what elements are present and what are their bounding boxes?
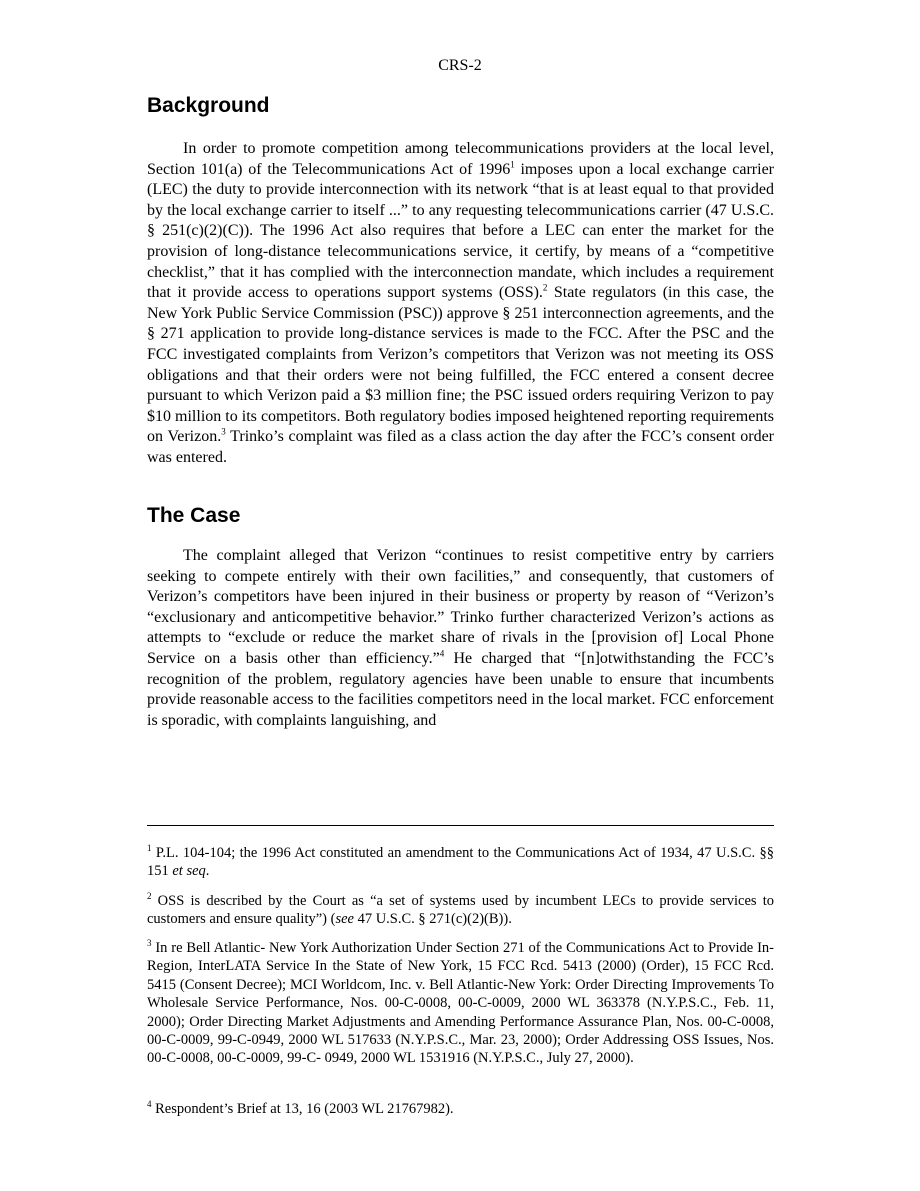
text-run: The complaint alleged that Verizon “continues to resist competitive entry by carriers seeking to compete entirely with their own facilities,” and consequently, that customers of Verizon’s competitors have been injured in their business or property by reason of “Verizon’s “exclusionary and anticompetitive behavior.” Trinko further characterized Verizon’s actions as attempts to “exclude or reduce the market share of rivals in the [provision of] Local Phone Service on a basis other than efficiency.” — [147, 547, 774, 667]
section-heading: The Case — [147, 504, 241, 527]
text-run: imposes upon a local exchange carrier (LEC) the duty to provide interconnection with its network “that is at least equal to that provided by the local exchange carrier to itself ...” to any requesting telecommunications carrier (47 U.S.C. § 251(c)(2)(C)). The 1996 Act also requires that before a LEC can enter the market for the provision of long-distance telecommunications service, it certify, by means of a “competitive checklist,” that it has complied with the interconnection mandate, which includes a requirement that it provide access to operations support systems (OSS). — [147, 160, 775, 302]
footnote-text: P.L. 104-104; the 1996 Act constituted an amendment to the Communications Act of 1934, 47 U.S.C. §§ 151 — [147, 845, 774, 880]
footnote-ref[interactable]: 1 — [510, 159, 515, 170]
footnote-3 — [147, 939, 774, 1068]
body-paragraph — [147, 139, 774, 469]
footnote-text: Respondent’s Brief at 13, 16 (2003 WL 21767982). — [151, 1101, 454, 1117]
footnote-ref[interactable]: 3 — [221, 426, 226, 437]
footnote-italic: et seq — [172, 863, 206, 880]
text-run: State regulators (in this case, the New York Public Service Commission (PSC)) approve § 251 interconnection agreements, and the § 271 application to provide long-distance services is made to the FCC. After the PSC and the FCC investigated complaints from Verizon’s competitors that Verizon was not meeting its OSS obligations and that their orders were not being fulfilled, the FCC entered a consent decree pursuant to which Verizon paid a $3 million fine; the PSC issued orders requiring Verizon to pay $10 million to its competitors. Both regulatory bodies imposed heightened reporting requirements on Verizon. — [147, 284, 775, 446]
section-the-case — [147, 504, 774, 528]
footnote-1 — [147, 844, 774, 881]
body-paragraph — [147, 546, 774, 731]
footnote-italic: see — [335, 911, 354, 928]
footnote-text: OSS is described by the Court as “a set of systems used by incumbent LECs to provide services to customers and ensure quality”) ( — [147, 893, 774, 928]
text-run: Trinko’s complaint was filed as a class action the day after the FCC’s consent order was entered. — [147, 428, 775, 466]
footnote-text: 47 U.S.C. § 271(c)(2)(B)). — [353, 911, 512, 928]
footnote-ref[interactable]: 4 — [439, 648, 445, 659]
text-run: In order to promote competition among telecommunications providers at the local level, Section 101(a) of the Telecommunications Act of 1996 — [147, 140, 774, 178]
footnote-text: In re Bell Atlantic- New York Authorization Under Section 271 of the Communications Act to Provide In-Region, InterLATA Service In the State of New York, 15 FCC Rcd. 5413 (2000) (Order), 15 FCC Rcd. 5415 (Consent Decree); MCI Worldcom, Inc. v. Bell Atlantic-New York: Order Directing Improvements To Wholesale Service Performance, Nos. 00-C-0008, 00-C-0009, 2000 WL 363378 (N.Y.P.S.C., Feb. 11, 2000); Order Directing Market Adjustments and Amending Performance Assurance Plan, Nos. 00-C-0008, 00-C-0009, 99-C-0949, 2000 WL 517633 (N.Y.P.S.C., Mar. 23, 2000); Order Addressing OSS Issues, Nos. 00-C-0008, 00-C-0009, 99-C- 0949, 2000 WL 1531916 (N.Y.P.S.C., July 27, 2000). — [147, 940, 774, 1067]
footnote-2 — [147, 892, 774, 929]
footnote-number: 3 — [147, 938, 152, 949]
section-background — [147, 94, 774, 118]
case-paragraph-block — [147, 546, 774, 731]
footnote-number: 1 — [147, 843, 152, 854]
footnote-text: . — [205, 863, 210, 880]
footnote-divider — [147, 825, 774, 826]
footnote-number: 4 — [147, 1099, 152, 1110]
background-paragraph-block — [147, 139, 774, 469]
section-heading: Background — [147, 94, 270, 117]
footnote-number: 2 — [147, 891, 152, 902]
footnote-ref[interactable]: 2 — [542, 282, 548, 293]
footnote-4 — [147, 1100, 774, 1118]
text-run: He charged that “[n]otwithstanding the FCC’s recognition of the problem, regulatory agencies have been unable to ensure that incumbents provide reasonable access to the facilities competitors need in the local market. FCC enforcement is sporadic, with complaints languishing, and — [147, 649, 774, 729]
page-number: CRS-2 — [438, 57, 482, 74]
